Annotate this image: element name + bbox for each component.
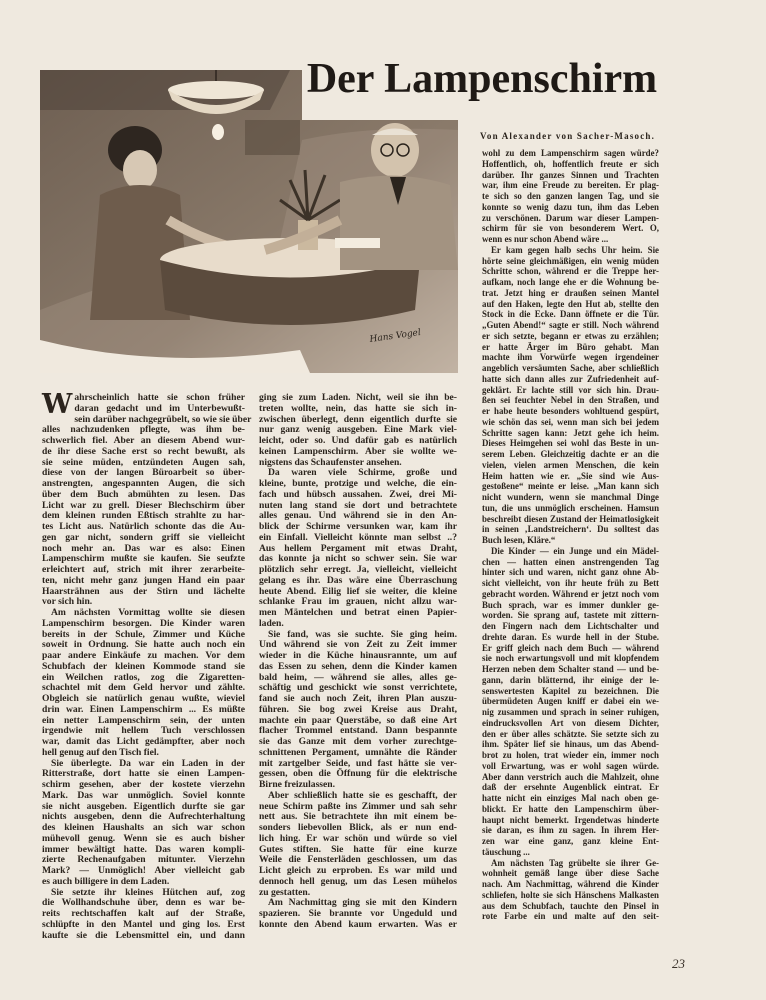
text-line (482, 395, 659, 406)
text-line (482, 363, 659, 374)
text-line (482, 223, 659, 234)
line-text: Stock in die Ecke. Dann öffnete er die Tür. (482, 309, 659, 320)
text-line (482, 836, 659, 847)
paragraph (482, 245, 659, 546)
text-line (482, 342, 659, 353)
line-text: alles nachzudenken pflegte, was ihm be- (42, 424, 245, 436)
text-line (482, 514, 659, 525)
text-line (482, 739, 659, 750)
line-text: treten wollte, nein, das hatte sie sich in- (259, 402, 457, 414)
line-text: anstrengten, angespannten Augen, die sich (42, 478, 245, 489)
text-line (482, 890, 659, 901)
line-text: schirm gesehen, aber der kostete vierzehn (42, 779, 245, 790)
line-text: Aber dann verstrich auch die Mahlzeit, ohne (482, 771, 659, 782)
line-text: drin war. Einen Lampenschirm ... Es müßte (42, 703, 245, 715)
text-line (482, 675, 659, 686)
text-line (482, 503, 659, 514)
line-text: zwischen überlegt, denn eigentlich durfte sie (259, 413, 457, 425)
line-text: ahrscheinlich hatte sie schon früher (74, 392, 245, 403)
paragraph (482, 148, 659, 245)
text-line (482, 879, 659, 890)
line-text: Sie setzte ihr kleines Hütchen auf, zog (51, 886, 245, 898)
line-text: serem Leben. Gleichzeitig dachte er an die (482, 449, 659, 459)
paragraph (259, 630, 457, 791)
line-text: ging sie zum Laden. Nicht, weil sie ihn be- (259, 392, 457, 403)
text-line (482, 643, 659, 654)
line-text: hinter sich und waren, nicht ganz ohne Ab- (482, 567, 659, 578)
text-line (482, 793, 659, 804)
line-text: nuten lang stand sie dort und betrachtete (259, 499, 457, 511)
page-number: 23 (672, 956, 685, 971)
line-text: plötzlich sehr erregt. Ja, vielleicht, vielleicht (259, 564, 457, 575)
illustration-couple-at-table (40, 70, 458, 373)
line-text: Da waren viele Schirme, große und (268, 467, 457, 479)
line-text: paar andere Einkäufe zu machen. Vor dem (42, 650, 245, 661)
line-text: gestoßene“ meinte er leise. „Man kann sich (482, 481, 659, 492)
line-text: Licht war zu grell. Dieser Blechschirm über (42, 499, 245, 511)
line-text: rote Farbe ein und malte auf den seit- (482, 911, 659, 922)
line-text: darüber. Ihr ganzes Sinnen und Trachten (482, 169, 659, 180)
line-text: auf den Haken, legte den Hut ab, stellte den (482, 298, 659, 309)
line-text: wenn es nur schon Abend wäre ... (482, 234, 609, 244)
line-text: erleichtert auf, strich mit ihrer zerarbeite- (42, 564, 245, 575)
line-text: trat. Jetzt hing er draußen seinen Mantel (482, 287, 659, 298)
line-text: Aus hellem Pergament mit etwas Draht, (259, 542, 457, 554)
line-text: den er über alles schätzte. Sie setzte sich zu (482, 728, 659, 739)
text-line (482, 234, 659, 245)
line-text: ten, nicht mehr ganz jungen Hand ein paar (42, 574, 245, 586)
line-text: daran gedacht und im Unterbewußt- (74, 402, 245, 414)
line-text: neue Schirm paßte ins Zimmer und sah sehr (259, 800, 457, 812)
line-text: dennoch hell genug, um das Lesen mühelos (259, 875, 457, 887)
line-text: noch mehr an. Das war es also: Einen (42, 542, 245, 554)
line-text: machte ihm Vorwürfe wegen irgendeiner (482, 352, 659, 363)
paragraph (42, 608, 245, 759)
text-line (482, 653, 659, 664)
line-text: war, damit das Licht gedämpfter, aber noch (42, 736, 245, 747)
line-text: angeblich versäumten Sache, aber schließlich (482, 363, 659, 373)
line-text: Haarsträhnen aus der Stirn und lächelte (42, 585, 245, 597)
line-text: gessen, oben die Öffnung für die elektrische (259, 768, 457, 780)
line-text: Buch lesen, Kläre.“ (482, 535, 556, 545)
line-text: schnittenen Pergament, umnähte die Ränder (259, 746, 457, 758)
line-text: in seinen ‚Landstreichern‘. Du solltest das (482, 524, 659, 535)
line-text: schachtel mit dem Geld hervor und zählte. (42, 682, 245, 694)
line-text: ein Weilchen ratlos, zog die Zigaretten- (42, 671, 245, 683)
text-line (259, 608, 457, 619)
line-text: soweit in Ordnung. Sie hatte auch noch ein (42, 639, 245, 651)
line-text: täuschung ... (482, 846, 530, 857)
text-line (482, 815, 659, 826)
text-line (482, 406, 659, 417)
article-column-2 (259, 393, 457, 931)
text-line (482, 460, 659, 471)
line-text: Mark? — Unmöglich! Aber vielleicht gab (42, 865, 245, 876)
line-text: laden. (259, 617, 284, 629)
line-text: immer bewältigt hatte. Das waren kompli- (42, 843, 245, 855)
line-text: Obgleich sie natürlich genau wußte, wieviel (42, 693, 245, 704)
text-line (482, 385, 659, 396)
line-text: er hatte Ärger im Büro gehabt. Man (482, 341, 659, 352)
drop-cap: W (42, 389, 73, 420)
line-text: sein darüber nachgegrübelt, so wie sie über (74, 413, 252, 425)
line-text: zierte Rechenaufgaben mitunter. Vierzehn (42, 854, 245, 866)
line-text: bereits in der Schule, Zimmer und Küche (42, 628, 245, 640)
line-text: Birne freizulassen. (259, 779, 336, 790)
line-text: ein netter Lampenschirm sein, der unten (42, 714, 245, 726)
line-text: des kleinen Haushalts an sich war schon (42, 822, 245, 833)
line-text: nichts ausgeben, denn die Aufrechterhaltung (42, 811, 245, 823)
line-text: Licht gleich zu erproben. Es war mild und (259, 865, 457, 876)
text-line (482, 471, 659, 482)
text-line (482, 858, 659, 869)
line-text: Er kam gegen halb sechs Uhr heim. Sie (491, 244, 659, 255)
line-text: ßen sei feuchter Nebel in den Straßen, und (482, 395, 659, 406)
line-text: Er griff gleich nach dem Buch — während (482, 642, 659, 653)
line-text: konnte so wenig dazu tun, ihm das Leben (482, 201, 659, 212)
line-text: Und während sie von Zeit zu Zeit immer (259, 639, 457, 651)
paragraph (42, 759, 245, 888)
line-text: wie schön das sei, wenn man sich bei jedem (482, 416, 659, 427)
line-text: schlanke Frau im grauen, nicht allzu war- (259, 596, 457, 608)
text-line (482, 277, 659, 288)
line-text: brot zu holen, trat wieder ein, immer noch (482, 750, 659, 760)
line-text: haupt nicht bemerkt. Irgendetwas hinderte (482, 814, 659, 825)
text-line (482, 632, 659, 643)
line-text: führen. Sie bog zwei Kreise aus Draht, (259, 703, 457, 715)
line-text: men Mäntelchen und betrat einen Papier- (259, 607, 457, 618)
line-text: kaufte sie die Lebensmittel ein, und dann (42, 929, 245, 941)
line-text: nig zusammen und sprach in seiner ruhigen, (482, 707, 659, 717)
line-text: gelang es ihr. Das wäre eine Überraschung (259, 574, 457, 586)
line-text: es auch billigere in dem Laden. (42, 875, 170, 887)
line-text: Lampenschirm besorgen. Die Kinder waren (42, 617, 245, 629)
line-text: flacher Trommel entstand. Dann bespannte (259, 725, 457, 737)
paragraph (42, 389, 252, 608)
text-line (482, 772, 659, 783)
line-text: Gutes stiften. Sie hatte für eine kurze (259, 843, 457, 855)
line-text: lich hing. Er war schön und würde so viel (259, 832, 457, 844)
line-text: fand sie auch noch Zeit, ihren Plan auszu- (259, 693, 457, 704)
line-text: hörte seine gleichmäßigen, ein wenig müden (482, 255, 659, 266)
line-text: keinen Lampenschirm. Aber sie wollte we- (259, 445, 457, 457)
line-text: gann, darin blätternd, ihr einige der le- (482, 674, 659, 685)
line-text: sie daran, es ihm zu sagen. In ihrem Her- (482, 825, 659, 836)
line-text: schirm für sie von besonderem Wert. O, (482, 223, 659, 234)
line-text: irgendwie mit hellem Tuch verschlossen (42, 725, 245, 737)
text-line (482, 320, 659, 331)
paragraph (259, 393, 457, 468)
line-text: ihm. Später lief sie hinaus, um das Abend- (482, 739, 659, 750)
text-line (482, 266, 659, 277)
line-text: konnte den Abend kaum erwarten. Was er (259, 918, 457, 930)
text-line (482, 750, 659, 761)
line-text: Schritte sagen kann: Jetzt gehe ich heim. (482, 427, 659, 438)
text-line (482, 492, 659, 503)
line-text: die Wollhandschuhe über, denn es war be- (42, 897, 245, 909)
line-text: nur ganz wenig ausgeben. Eine Mark viel- (259, 424, 457, 436)
line-text: vor sich hin. (42, 596, 93, 608)
line-text: Heim hatten wie er. „Sie sind wie Aus- (482, 470, 659, 481)
text-line (482, 331, 659, 342)
text-line (482, 481, 659, 492)
text-line (482, 825, 659, 836)
line-text: Aber schließlich hatte sie es geschafft, der (268, 789, 457, 801)
line-text: hatte sich dann alles zur Zufriedenheit auf- (482, 373, 659, 384)
text-line (482, 911, 659, 922)
line-text: schwerlich fiel. Aber an diesem Abend wur- (42, 435, 245, 446)
line-text: hell genug auf den Tisch fiel. (42, 746, 159, 758)
line-text: mühevoll genug. Wenn sie es auch bisher (42, 832, 245, 844)
text-line (482, 557, 659, 568)
text-line (482, 847, 659, 858)
text-line (482, 191, 659, 202)
line-text: Weile die Fensterläden geschlossen, um das (259, 854, 457, 866)
line-text: schlüpfte in den Mantel und ging los. Erst (42, 918, 245, 930)
line-text: nett aus. Sie betrachtete ihn mit einem be- (259, 811, 457, 823)
line-text: reits rechtschaffen kalt auf der Straße, (42, 908, 245, 919)
text-line (482, 804, 659, 815)
line-text: Mark. Das war unmöglich. Soviel konnte (42, 789, 245, 801)
text-line (482, 782, 659, 793)
text-line (482, 535, 659, 546)
line-text: worden. Sie sprang auf, tastete mit zittern- (482, 610, 659, 621)
line-text: Lampenschirm mußte sie kaufen. Sie seufzte (42, 553, 245, 565)
text-line (482, 718, 659, 729)
line-text: vielen, vielen armen Menschen, die kein (482, 459, 659, 470)
text-line (482, 170, 659, 181)
line-text: nach. Am Nachmittag, während die Kinder (482, 879, 659, 889)
line-text: kleine, bunte, protzige und welche, die ein- (259, 478, 457, 489)
line-text: voll Erwartung, was er wohl sagen würde. (482, 760, 659, 771)
line-text: war, ihm eine Freude zu bereiten. Er plag- (482, 180, 659, 191)
text-line (482, 567, 659, 578)
line-text: gebracht worden. Während er jetzt noch vom (482, 588, 659, 599)
text-line (482, 600, 659, 611)
line-text: tes Licht aus. Natürlich schonte das die Au- (42, 521, 245, 532)
line-text: gen gar nicht, sondern griff sie vielleicht (42, 531, 245, 543)
line-text: wieder in die Küche hinausrannte, um auf (259, 650, 457, 661)
line-text: Sie überlegte. Da war ein Laden in der (51, 757, 245, 769)
line-text: zen war eine ganz, ganz kleine Ent- (482, 836, 659, 846)
line-text: beschreibt diesen Zustand der Heimatlosigkeit (482, 513, 659, 524)
line-text: Sie fand, was sie suchte. Sie ging heim. (268, 628, 457, 640)
text-line (482, 696, 659, 707)
line-text: den Fingern nach dem Lichtschalter und (482, 621, 659, 631)
text-line (259, 920, 457, 931)
line-text: sie nicht ausgeben. Eigentlich durfte sie gar (42, 800, 245, 812)
line-text: ein Einfall. Vielleicht könnte man selbst ..? (259, 531, 457, 543)
line-text: de ihr diese Sache erst so recht bewußt, als (42, 445, 245, 457)
article-column-1 (42, 389, 252, 941)
line-text: Hoffentlich, oh, hoffentlich freute er sich (482, 158, 659, 169)
line-text: aus dem Schubfach, tauchte den Pinsel in (482, 900, 659, 911)
article-byline: Von Alexander von Sacher-Masoch. (480, 131, 656, 141)
text-line (482, 288, 659, 299)
text-line (482, 245, 659, 256)
line-text: spazieren. Sie brannte vor Ungeduld und (259, 908, 457, 919)
line-text: sie das Ganze mit dem vorher zurechtge- (259, 736, 457, 747)
line-text: heute Abend. Eilig lief sie weiter, die kleine (259, 585, 457, 597)
line-text: sonders liebevollen Blick, als er nun end- (259, 822, 457, 833)
line-text: Ritterstraße, dort hatte sie einen Lampen- (42, 768, 245, 780)
paragraph (259, 468, 457, 629)
text-line (482, 148, 659, 159)
text-line (482, 868, 659, 879)
text-line (482, 438, 659, 449)
line-text: er sich setzte, begann er etwas zu erzählen; (482, 330, 659, 341)
line-text: te sich so den ganzen langen Tag, und sie (482, 191, 659, 201)
line-text: chen — hatten einen anstrengenden Tag (482, 556, 659, 567)
line-text: wohl zu dem Lampenschirm sagen würde? (482, 148, 659, 158)
text-line (482, 213, 659, 224)
line-text: sie noch erwartungsvoll und mit klopfendem (482, 653, 659, 664)
article-title: Der Lampenschirm (306, 56, 658, 102)
line-text: hatte nicht ein einziges Mal nach oben ge- (482, 793, 659, 803)
line-text: „Guten Abend!“ sagte er still. Noch während (482, 320, 659, 330)
paragraph (482, 546, 659, 858)
line-text: geklärt. Er lachte still vor sich hin. Drau- (482, 384, 659, 395)
line-text: Herzen neben dem Schalter stand — und be- (482, 664, 659, 674)
line-text: Dieses Heimgehen sei wohl das Beste in un- (482, 438, 659, 449)
line-text: schäftig und geschickt wie sonst verrichtete, (259, 682, 457, 694)
text-line (482, 610, 659, 621)
text-line (482, 352, 659, 363)
line-text: aufkam, noch lange ehe er die Wohnung be- (482, 277, 659, 287)
line-text: leicht, oder so. Und dafür gab es natürlich (259, 435, 457, 446)
line-text: blickt. Er hatte den Lampenschirm über- (482, 803, 659, 814)
line-text: senswertesten Kapitel zu bezeichnen. Die (482, 685, 659, 696)
line-text: blick der Schirme versunken war, kam ihr (259, 521, 457, 532)
line-text: Am Nachmittag ging sie mit den Kindern (268, 897, 457, 909)
line-text: bald heim, — während sie alles, alles ge- (259, 671, 457, 683)
line-text: Schubfach der kleinen Kommode stand sie (42, 660, 245, 672)
text-line (482, 428, 659, 439)
line-text: Am nächsten Vormittag wollte sie diesen (51, 607, 245, 618)
text-line (482, 761, 659, 772)
text-line (482, 901, 659, 912)
text-line (482, 180, 659, 191)
paragraph (259, 898, 457, 930)
line-text: nicht wundern, wenn sie manchmal Dinge (482, 492, 659, 502)
line-text: zu gestatten. (259, 886, 311, 898)
line-text: sicht vielleicht, von ihr heute früh zu Bett (482, 578, 659, 588)
line-text: fach und hübsch aussahen. Zwei, drei Mi- (259, 488, 457, 500)
lampshade (168, 81, 264, 99)
line-text: Schritte schon, während er die Treppe her- (482, 266, 659, 277)
line-text: diese von der langen Büroarbeit so über- (42, 467, 245, 479)
line-text: daß der ersehnte Augenblick eintrat. Er (482, 782, 659, 793)
line-text: nigstens das Schaufenster ansehen. (259, 456, 402, 468)
text-line (482, 449, 659, 460)
line-text: alles genau. Und während sie in den An- (259, 510, 457, 522)
text-line (482, 707, 659, 718)
line-text: eindrucksvollen Art von diesem Dichter, (482, 717, 659, 728)
text-line (482, 309, 659, 320)
line-text: das Essen zu sehen, denn die Kinder kamen (259, 660, 457, 672)
line-text: das konnte ja nicht so schwer sein. Sie war (259, 553, 457, 565)
text-line (482, 159, 659, 170)
text-line (482, 417, 659, 428)
illustration-signature: Hans Vogel (369, 327, 422, 345)
paragraph (482, 858, 659, 923)
text-line (482, 524, 659, 535)
line-text: dem kleinen runden Eßtisch strahlte zu har- (42, 510, 245, 522)
text-line (482, 578, 659, 589)
text-line (482, 374, 659, 385)
text-line (482, 299, 659, 310)
article-column-3 (482, 148, 659, 922)
text-line (482, 589, 659, 600)
line-text: tun, die uns unmöglich erscheinen. Hamsun (482, 502, 659, 513)
line-text: über dem Buch abmühten zu lesen. Das (42, 488, 245, 500)
line-text: sie seine müden, entzündeten Augen sah, (42, 456, 245, 468)
line-text: schliefen, holte sie sich Hänschens Malkasten (482, 889, 659, 900)
text-line (482, 621, 659, 632)
line-text: wohnheit gemäß lange über diese Sache (482, 868, 659, 879)
text-line (482, 546, 659, 557)
paragraph (42, 888, 245, 942)
line-text: mit zartgelber Seide, und fast hätte sie ver- (259, 757, 457, 769)
text-line (42, 931, 245, 942)
text-line (482, 256, 659, 267)
line-text: zu verschönen. Darum war dieser Lampen- (482, 212, 659, 223)
text-line (482, 664, 659, 675)
line-text: er habe heute besonders wohltuend gespürt, (482, 406, 659, 416)
line-text: machte ein paar Querstäbe, so daß eine Art (259, 714, 457, 726)
line-text: übermüdeten Augen kniff er dabei ein we- (482, 696, 659, 707)
paragraph (259, 791, 457, 899)
text-line (482, 686, 659, 697)
text-line (482, 729, 659, 740)
line-text: Die Kinder — ein Junge und ein Mädel- (491, 545, 659, 556)
text-line (482, 202, 659, 213)
line-text: Am nächsten Tag grübelte sie ihrer Ge- (491, 857, 659, 868)
line-text: Buch sprach, war es immer dunkler ge- (482, 599, 659, 610)
line-text: drehte daran. Es wurde hell in der Stube. (482, 631, 659, 642)
